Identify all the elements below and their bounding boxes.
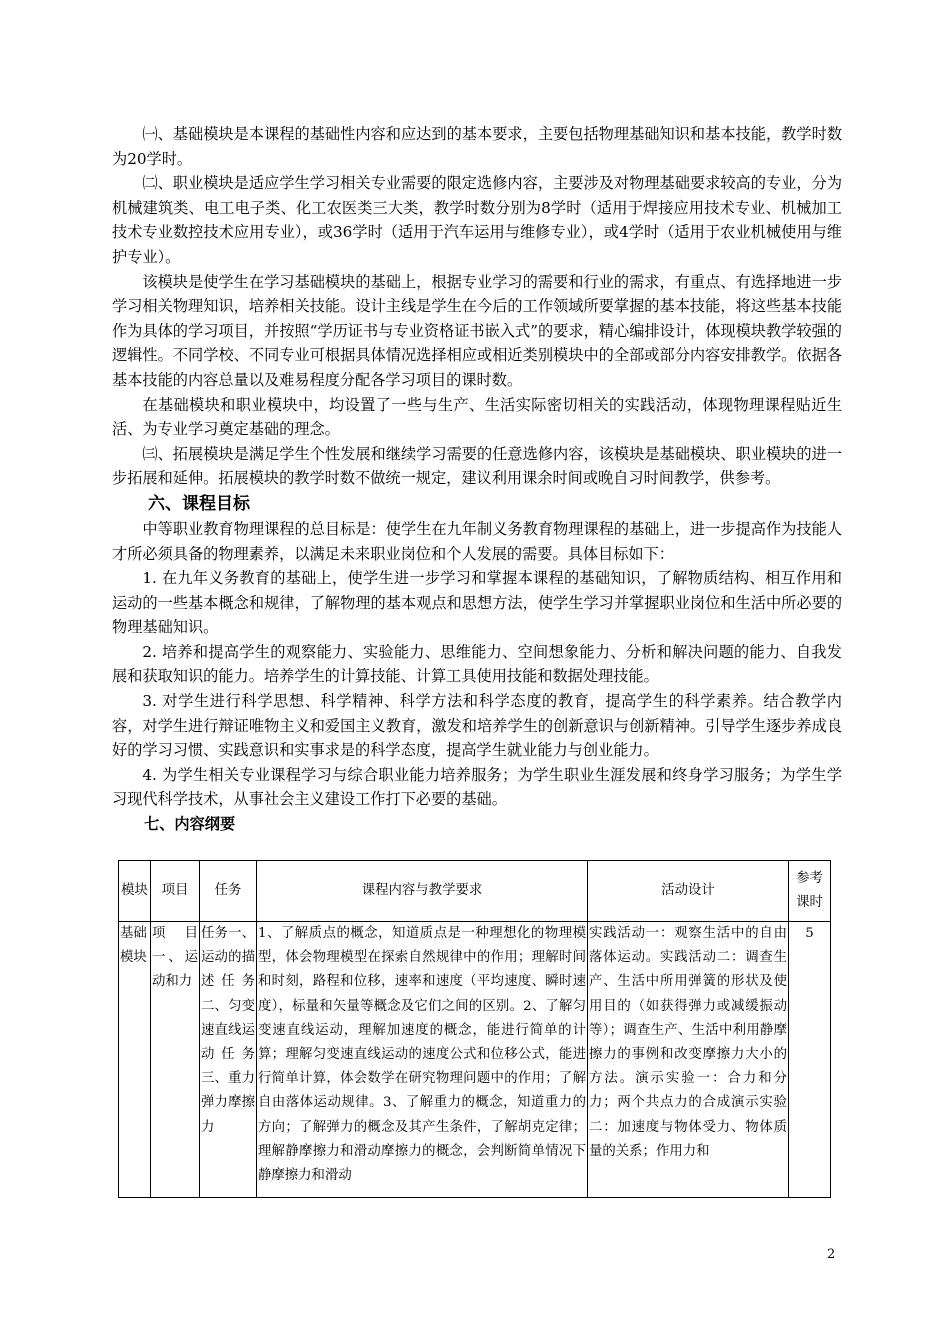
paragraph-module-design: 该模块是使学生在学习基础模块的基础上，根据专业学习的需要和行业的需求，有重点、有选择地进一步学习相关物理知识，培养相关技能。设计主线是学生在今后的工作领域所要掌握的基本技能，将这些基本技能作为具体的学习项目，并按照“学历证书与专业资格证书嵌入式”的要求，精心编排设计，体现模块教学较强的逻辑性。不同学校、不同专业可根据具体情况选择相应或相近类别模块中的全部或部分内容安排教学。依据各基本技能的内容总量以及难易程度分配各学习项目的课时数。	[112, 272, 842, 389]
header-content: 课程内容与教学要求	[257, 861, 588, 922]
paragraph-vocational-module: ㈡、职业模块是适应学生学习相关专业需要的限定选修内容，主要涉及对物理基础要求较高的专业，分为机械建筑类、电工电子类、化工农医类三大类，教学时数分别为8学时（适用于焊接应用技术专业、机械加工技术专业数控技术应用专业），或36学时（适用于汽车运用与维修专业），或4学时（适用于农业机械使用与维护专业）。	[112, 174, 842, 266]
header-hours: 参考课时	[789, 861, 831, 922]
document-body	[112, 122, 842, 836]
content-outline-table	[118, 860, 831, 1198]
section-heading-content-outline: 七、内容纲要	[144, 815, 236, 834]
header-project: 项目	[151, 861, 200, 922]
section-heading-course-goals: 六、课程目标	[148, 493, 250, 514]
page-number: 2	[827, 1247, 836, 1262]
cell-task: 任务一、运动的描述任务二、匀变速直线运动任务三、重力弹力摩擦力	[200, 922, 257, 1198]
paragraph-goal-overview: 中等职业教育物理课程的总目标是：使学生在九年制义务教育物理课程的基础上，进一步提高作为技能人才所必须具备的物理素养，以满足未来职业岗位和个人发展的需要。具体目标如下：	[112, 519, 842, 563]
header-activity: 活动设计	[588, 861, 789, 922]
paragraph-practice-activities: 在基础模块和职业模块中，均设置了一些与生产、生活实际密切相关的实践活动，体现物理课程贴近生活、为专业学习奠定基础的理念。	[112, 395, 842, 439]
table-header-row	[119, 861, 831, 922]
header-module: 模块	[119, 861, 151, 922]
paragraph-extension-module: ㈢、拓展模块是满足学生个性发展和继续学习需要的任意选修内容，该模块是基础模块、职业模块的进一步拓展和延伸。拓展模块的教学时数不做统一规定，建议利用课余时间或晚自习时间教学，供参考。	[112, 444, 842, 488]
header-task: 任务	[200, 861, 257, 922]
cell-content: 1、了解质点的概念，知道质点是一种理想化的物理模型，体会物理模型在探索自然规律中的作用；理解时间和时刻，路程和位移，速率和速度（平均速度、瞬时速度），标量和矢量等概念及它们之间的区别。2、了解匀变速直线运动，理解加速度的概念，能进行简单的计算；理解匀变速直线运动的速度公式和位移公式，能进行简单计算，体会数学在研究物理问题中的作用；了解自由落体运动规律。3、了解重力的概念，知道重力的方向；了解弹力的概念及其产生条件，了解胡克定律；理解静摩擦力和滑动摩擦力的概念，会判断简单情况下静摩擦力和滑动	[257, 922, 588, 1198]
paragraph-goal-4: 4. 为学生相关专业课程学习与综合职业能力培养服务；为学生职业生涯发展和终身学习服务；为学生学习现代科学技术，从事社会主义建设工作打下必要的基础。	[112, 765, 842, 809]
cell-hours: 5	[789, 922, 831, 1198]
cell-module: 基础模块	[119, 922, 151, 1198]
paragraph-basic-module: ㈠、基础模块是本课程的基础性内容和应达到的基本要求，主要包括物理基础知识和基本技能，教学时数为20学时。	[112, 125, 842, 168]
cell-activity: 实践活动一：观察生活中的自由落体运动。实践活动二：调查生产、生活中所用弹簧的形状及使用目的（如获得弹力或减缓振动等）；调查生产、生活中利用静摩擦力的事例和改变摩擦力大小的方法。演示实验一：合力和分力；两个共点力的合成演示实验二：加速度与物体受力、物体质量的关系；作用力和	[588, 922, 789, 1198]
paragraph-goal-1: 1. 在九年义务教育的基础上，使学生进一步学习和掌握本课程的基础知识，了解物质结构、相互作用和运动的一些基本概念和规律，了解物理的基本观点和思想方法，使学生学习并掌握职业岗位和生活中所必要的物理基础知识。	[112, 569, 842, 637]
paragraph-goal-2: 2. 培养和提高学生的观察能力、实验能力、思维能力、空间想象能力、分析和解决问题的能力、自我发展和获取知识的能力。培养学生的计算技能、计算工具使用技能和数据处理技能。	[112, 642, 842, 686]
cell-project: 项目一、运动和力	[151, 922, 200, 1198]
table-row	[119, 922, 831, 1198]
paragraph-goal-3: 3. 对学生进行科学思想、科学精神、科学方法和科学态度的教育，提高学生的科学素养。结合教学内容，对学生进行辩证唯物主义和爱国主义教育，激发和培养学生的创新意识与创新精神。引导学生逐步养成良好的学习习惯、实践意识和实事求是的科学态度，提高学生就业能力与创业能力。	[112, 692, 842, 760]
